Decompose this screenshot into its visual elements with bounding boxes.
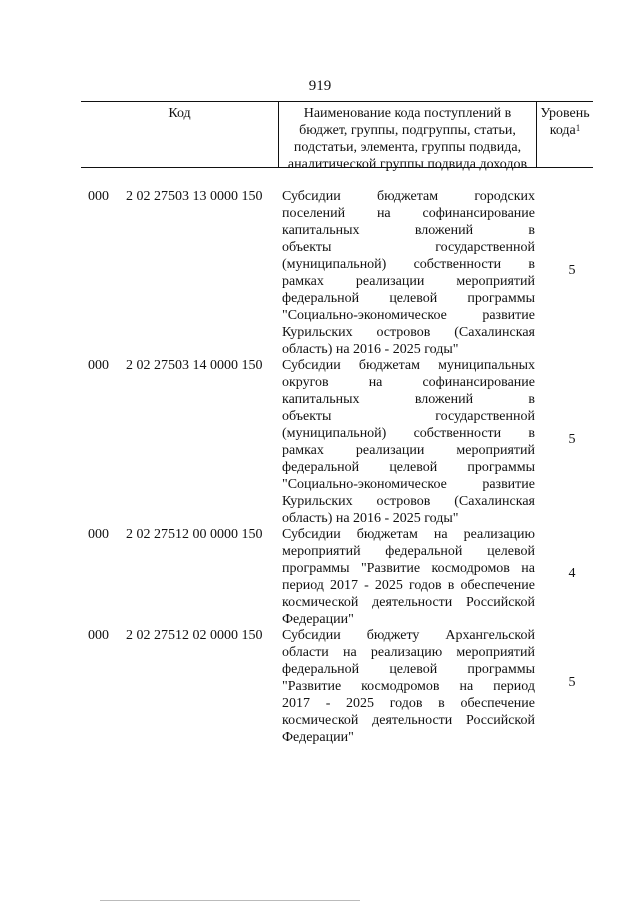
description-line: округов на софинансирование xyxy=(282,375,535,390)
description-line: рамках реализации мероприятий xyxy=(282,443,535,458)
row-code-prefix: 000 xyxy=(88,628,109,643)
header-code: Код xyxy=(168,106,191,121)
description-line: капитальных вложений в xyxy=(282,392,535,407)
header-name-line: Наименование кода поступлений в xyxy=(303,106,512,121)
description-line: космической деятельности Российской xyxy=(282,713,535,728)
description-line: объекты государственной xyxy=(282,240,535,255)
description-line: федеральной целевой программы xyxy=(282,662,535,677)
header-name xyxy=(278,102,537,172)
table-row xyxy=(0,526,640,628)
row-code: 2 02 27503 13 0000 150 xyxy=(126,189,263,204)
row-level: 4 xyxy=(568,566,576,581)
row-code-prefix: 000 xyxy=(88,527,109,542)
description-line: Субсидии бюджетам городских xyxy=(282,189,535,204)
description-line: (муниципальной) собственности в xyxy=(282,257,535,272)
row-code-prefix: 000 xyxy=(88,189,109,204)
description-line: область) на 2016 - 2025 годы" xyxy=(282,342,459,357)
header-level-line1: Уровень xyxy=(540,106,590,121)
description-line: федеральной целевой программы xyxy=(282,460,535,475)
row-code: 2 02 27512 00 0000 150 xyxy=(126,527,263,542)
table-row xyxy=(0,188,640,358)
header-level-footnote: 1 xyxy=(575,123,581,133)
description-line: (муниципальной) собственности в xyxy=(282,426,535,441)
table-row xyxy=(0,627,640,746)
description-line: Курильских островов (Сахалинская xyxy=(282,494,535,509)
description-line: "Развитие космодромов на период xyxy=(282,679,535,694)
table-row xyxy=(0,357,640,527)
row-code-prefix: 000 xyxy=(88,358,109,373)
row-code: 2 02 27503 14 0000 150 xyxy=(126,358,263,373)
row-level: 5 xyxy=(568,263,576,278)
page-bottom-rule xyxy=(100,900,360,901)
header-name-line: подстатьи, элемента, группы подвида, xyxy=(293,140,522,155)
page-number: 919 xyxy=(308,78,332,94)
row-code: 2 02 27512 02 0000 150 xyxy=(126,628,263,643)
description-line: Субсидии бюджету Архангельской xyxy=(282,628,535,643)
row-description xyxy=(282,188,535,358)
header-name-line: аналитической группы подвида доходов xyxy=(287,157,528,172)
description-line: поселений на софинансирование xyxy=(282,206,535,221)
description-line: "Социально-экономическое развитие xyxy=(282,477,535,492)
row-level: 5 xyxy=(568,432,576,447)
row-description xyxy=(282,357,535,527)
description-line: Федерации" xyxy=(282,612,354,627)
description-line: Субсидии бюджетам муниципальных xyxy=(282,358,535,373)
header-level-text: кода xyxy=(549,123,576,138)
description-line: области на реализацию мероприятий xyxy=(282,645,535,660)
description-line: "Социально-экономическое развитие xyxy=(282,308,535,323)
description-line: космической деятельности Российской xyxy=(282,595,535,610)
row-description xyxy=(282,526,535,628)
header-level xyxy=(537,102,593,167)
description-line: объекты государственной xyxy=(282,409,535,424)
description-line: рамках реализации мероприятий xyxy=(282,274,535,289)
header-level-line2 xyxy=(537,122,593,139)
description-line: Субсидии бюджетам на реализацию xyxy=(282,527,535,542)
row-description xyxy=(282,627,535,746)
description-line: Курильских островов (Сахалинская xyxy=(282,325,535,340)
description-line: Федерации" xyxy=(282,730,354,745)
description-line: период 2017 - 2025 годов в обеспечение xyxy=(282,578,535,593)
table-header xyxy=(81,101,593,172)
description-line: программы "Развитие космодромов на xyxy=(282,561,535,576)
description-line: область) на 2016 - 2025 годы" xyxy=(282,511,459,526)
description-line: мероприятий федеральной целевой xyxy=(282,544,535,559)
header-name-line: бюджет, группы, подгруппы, статьи, xyxy=(299,123,516,138)
description-line: капитальных вложений в xyxy=(282,223,535,238)
description-line: 2017 - 2025 годов в обеспечение xyxy=(282,696,535,711)
description-line: федеральной целевой программы xyxy=(282,291,535,306)
row-level: 5 xyxy=(568,675,576,690)
